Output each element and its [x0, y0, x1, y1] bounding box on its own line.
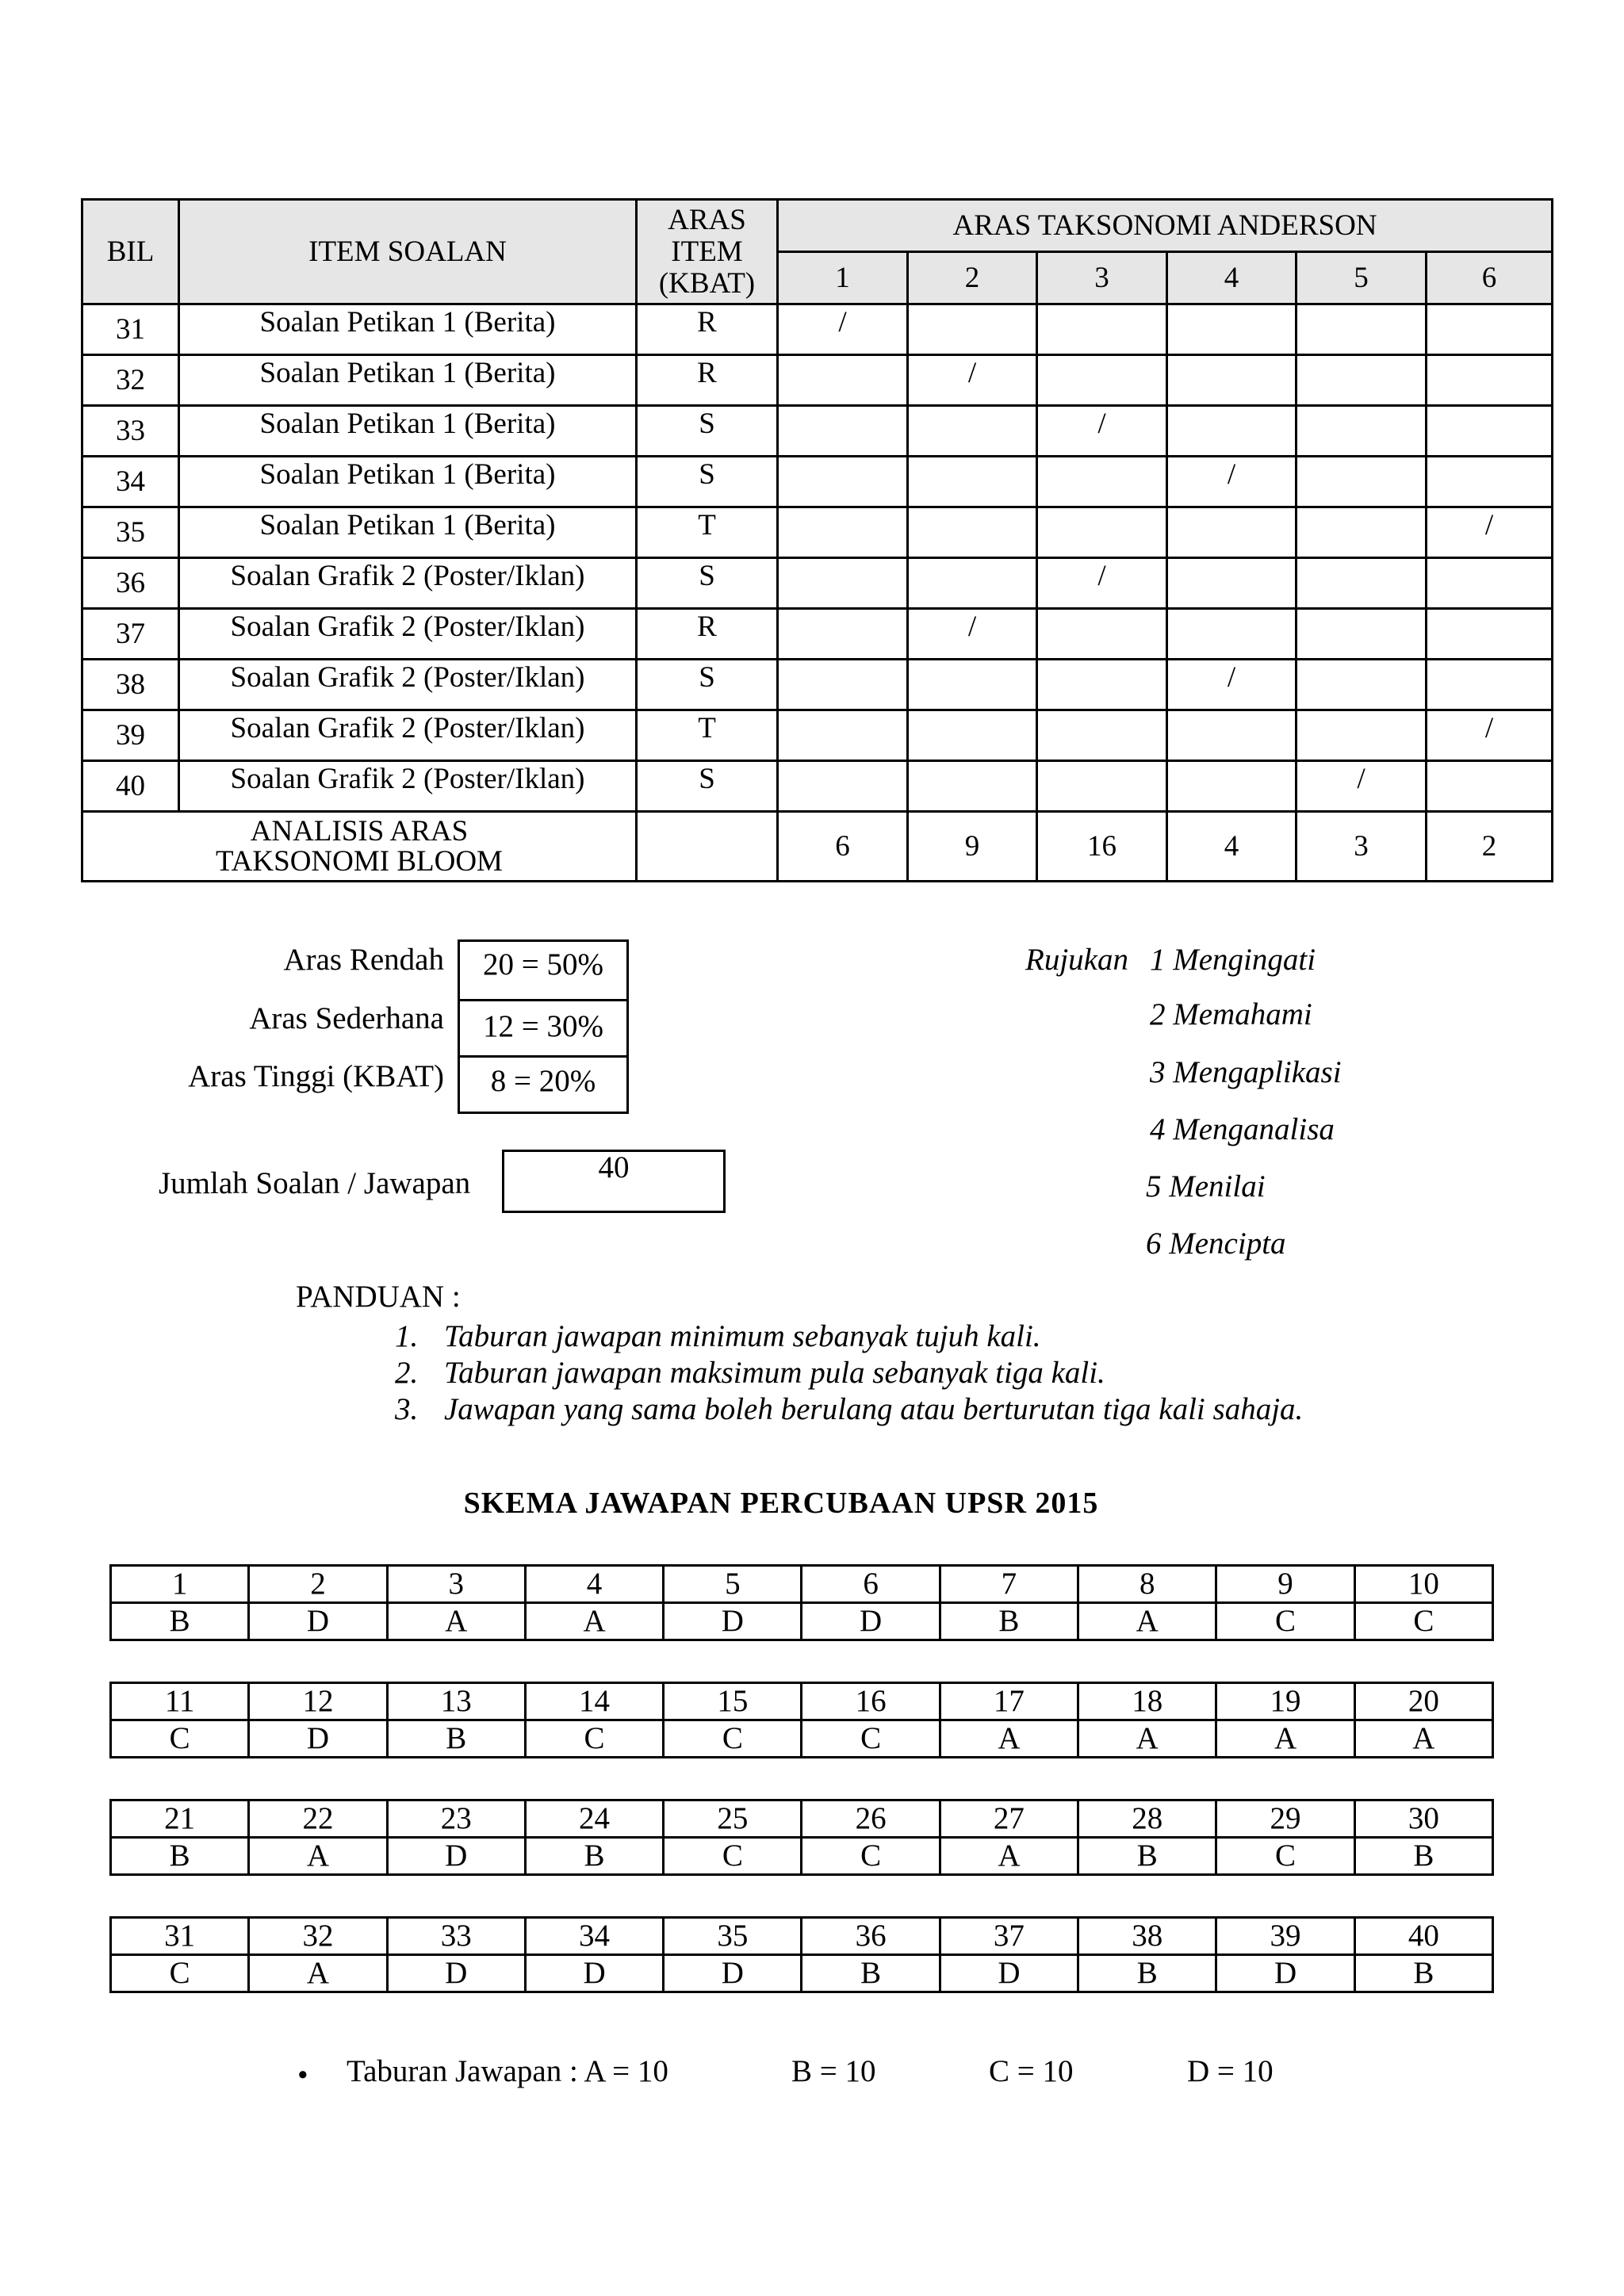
row-mark	[1297, 304, 1427, 355]
row-aras: S	[637, 406, 778, 457]
answer-letter: C	[664, 1720, 802, 1758]
answer-letter: A	[1354, 1720, 1492, 1758]
row-mark	[778, 507, 908, 558]
row-aras: R	[637, 609, 778, 660]
answer-letter: D	[664, 1955, 802, 1992]
row-mark	[1037, 660, 1167, 710]
row-aras: S	[637, 761, 778, 812]
row-mark: /	[1427, 507, 1553, 558]
answer-letter: B	[525, 1838, 663, 1875]
row-aras: S	[637, 660, 778, 710]
row-mark	[908, 761, 1037, 812]
jumlah-label: Jumlah Soalan / Jawapan	[159, 1166, 471, 1200]
answer-letter: B	[1078, 1955, 1216, 1992]
answer-number: 29	[1216, 1800, 1354, 1838]
rujukan-item: 1 Mengingati	[1150, 943, 1316, 977]
answer-letter: B	[1078, 1838, 1216, 1875]
aras-rendah-label: Aras Rendah	[283, 943, 444, 977]
table-row	[82, 457, 1553, 507]
row-mark: /	[1427, 710, 1553, 761]
row-mark	[778, 355, 908, 406]
aras-rendah-value: 20 = 50%	[460, 942, 626, 1001]
row-bil: 39	[82, 710, 179, 761]
answer-letter: B	[387, 1720, 525, 1758]
panduan-number: 3.	[395, 1392, 419, 1426]
summary-row	[82, 812, 1553, 882]
header-level: 2	[908, 252, 1037, 304]
answer-number: 14	[525, 1683, 663, 1720]
answer-number: 27	[940, 1800, 1078, 1838]
summary-total: 9	[908, 812, 1037, 882]
row-mark	[1427, 304, 1553, 355]
header-level: 4	[1167, 252, 1297, 304]
row-mark: /	[1167, 457, 1297, 507]
summary-total: 6	[778, 812, 908, 882]
answer-number: 3	[387, 1566, 525, 1603]
row-mark: /	[778, 304, 908, 355]
row-mark	[1297, 558, 1427, 609]
row-mark: /	[1297, 761, 1427, 812]
skema-title: SKEMA JAWAPAN PERCUBAAN UPSR 2015	[463, 1487, 1099, 1520]
row-item: Soalan Petikan 1 (Berita)	[179, 355, 637, 406]
bullet-icon: •	[297, 2058, 308, 2092]
table-row	[82, 507, 1553, 558]
answer-number: 28	[1078, 1800, 1216, 1838]
answer-letter: D	[664, 1603, 802, 1640]
answer-letter: A	[1078, 1603, 1216, 1640]
answer-number: 25	[664, 1800, 802, 1838]
row-mark	[778, 710, 908, 761]
row-mark	[1037, 355, 1167, 406]
answer-letter: D	[387, 1955, 525, 1992]
answer-number: 9	[1216, 1566, 1354, 1603]
row-mark	[1167, 406, 1297, 457]
panduan-number: 2.	[395, 1356, 419, 1390]
answer-letters-row	[111, 1955, 1493, 1992]
row-bil: 33	[82, 406, 179, 457]
taburan-c: C = 10	[989, 2054, 1074, 2088]
answer-numbers-row	[111, 1800, 1493, 1838]
answer-number: 16	[802, 1683, 940, 1720]
summary-label	[82, 812, 637, 882]
row-mark	[1427, 457, 1553, 507]
row-item: Soalan Grafik 2 (Poster/Iklan)	[179, 761, 637, 812]
aras-values-box	[458, 939, 629, 1114]
answer-letter: D	[249, 1603, 387, 1640]
row-mark: /	[1037, 558, 1167, 609]
answer-number: 12	[249, 1683, 387, 1720]
answer-number: 37	[940, 1918, 1078, 1955]
row-aras: S	[637, 558, 778, 609]
answer-letter: D	[525, 1955, 663, 1992]
answer-letter: B	[1354, 1955, 1492, 1992]
row-aras: T	[637, 710, 778, 761]
answer-number: 33	[387, 1918, 525, 1955]
jumlah-box: 40	[502, 1150, 726, 1213]
panduan-item: Jawapan yang sama boleh berulang atau berturutan tiga kali sahaja.	[444, 1392, 1304, 1426]
answer-letter: B	[1354, 1838, 1492, 1875]
answer-letters-row	[111, 1720, 1493, 1758]
answer-letter: C	[525, 1720, 663, 1758]
row-bil: 35	[82, 507, 179, 558]
answer-letter: C	[802, 1720, 940, 1758]
row-mark	[1167, 507, 1297, 558]
answer-letter: D	[387, 1838, 525, 1875]
table-row	[82, 558, 1553, 609]
row-aras: T	[637, 507, 778, 558]
row-mark	[908, 457, 1037, 507]
answer-letter: C	[802, 1838, 940, 1875]
header-aras-item-line-1: ARAS	[668, 203, 746, 236]
answer-letter: A	[525, 1603, 663, 1640]
summary-total: 2	[1427, 812, 1553, 882]
row-item: Soalan Petikan 1 (Berita)	[179, 304, 637, 355]
answer-number: 24	[525, 1800, 663, 1838]
answer-letter: A	[249, 1838, 387, 1875]
row-mark	[1427, 558, 1553, 609]
answer-numbers-row	[111, 1918, 1493, 1955]
taxonomy-table	[81, 198, 1553, 882]
header-aras-item-line-3: (KBAT)	[658, 266, 756, 300]
answer-number: 10	[1354, 1566, 1492, 1603]
answer-number: 17	[940, 1683, 1078, 1720]
answer-number: 19	[1216, 1683, 1354, 1720]
answer-letter: B	[802, 1955, 940, 1992]
summary-total: 16	[1037, 812, 1167, 882]
row-mark: /	[908, 355, 1037, 406]
table-row	[82, 355, 1553, 406]
row-bil: 40	[82, 761, 179, 812]
row-item: Soalan Grafik 2 (Poster/Iklan)	[179, 660, 637, 710]
row-mark	[1427, 660, 1553, 710]
row-mark: /	[1037, 406, 1167, 457]
row-mark	[1297, 457, 1427, 507]
answer-letter: B	[940, 1603, 1078, 1640]
answer-number: 21	[111, 1800, 249, 1838]
answer-letter: A	[1078, 1720, 1216, 1758]
answer-table	[109, 1799, 1494, 1876]
rujukan-item: 2 Memahami	[1150, 997, 1312, 1031]
panduan-item: Taburan jawapan maksimum pula sebanyak tiga kali.	[444, 1356, 1105, 1390]
summary-total: 4	[1167, 812, 1297, 882]
rujukan-label: Rujukan	[1025, 943, 1128, 977]
table-row	[82, 304, 1553, 355]
answer-number: 5	[664, 1566, 802, 1603]
row-mark	[908, 660, 1037, 710]
row-mark	[1167, 609, 1297, 660]
row-mark: /	[1167, 660, 1297, 710]
answer-letter: B	[111, 1838, 249, 1875]
answer-number: 1	[111, 1566, 249, 1603]
answer-letter: D	[249, 1720, 387, 1758]
row-mark	[1167, 761, 1297, 812]
answer-letter: D	[1216, 1955, 1354, 1992]
aras-sederhana-label: Aras Sederhana	[249, 1001, 444, 1035]
aras-sederhana-value: 12 = 30%	[460, 1001, 626, 1058]
row-item: Soalan Grafik 2 (Poster/Iklan)	[179, 558, 637, 609]
row-aras: R	[637, 355, 778, 406]
answer-letter: D	[940, 1955, 1078, 1992]
answer-letter: A	[940, 1720, 1078, 1758]
answer-number: 22	[249, 1800, 387, 1838]
answer-number: 18	[1078, 1683, 1216, 1720]
row-mark	[1297, 507, 1427, 558]
taburan-label: Taburan Jawapan : A = 10	[347, 2054, 668, 2088]
answer-letter: A	[940, 1838, 1078, 1875]
header-level: 3	[1037, 252, 1167, 304]
table-row	[82, 761, 1553, 812]
row-mark	[1037, 761, 1167, 812]
row-mark	[908, 406, 1037, 457]
row-mark	[1037, 507, 1167, 558]
row-mark	[1427, 355, 1553, 406]
row-mark	[1167, 304, 1297, 355]
row-mark	[908, 507, 1037, 558]
answer-letter: C	[111, 1955, 249, 1992]
row-mark	[1427, 761, 1553, 812]
row-mark	[1167, 710, 1297, 761]
row-aras: S	[637, 457, 778, 507]
header-aras-item	[637, 200, 778, 304]
answer-letter: D	[802, 1603, 940, 1640]
answer-number: 40	[1354, 1918, 1492, 1955]
row-bil: 32	[82, 355, 179, 406]
summary-label-line-2: TAKSONOMI BLOOM	[216, 844, 503, 878]
answer-number: 7	[940, 1566, 1078, 1603]
row-item: Soalan Petikan 1 (Berita)	[179, 406, 637, 457]
summary-total: 3	[1297, 812, 1427, 882]
table-row	[82, 660, 1553, 710]
row-bil: 37	[82, 609, 179, 660]
header-anderson: ARAS TAKSONOMI ANDERSON	[778, 200, 1553, 252]
row-mark	[778, 457, 908, 507]
answer-number: 32	[249, 1918, 387, 1955]
row-mark	[1297, 609, 1427, 660]
answer-letters-row	[111, 1838, 1493, 1875]
taburan-d: D = 10	[1187, 2054, 1274, 2088]
answer-letter: A	[249, 1955, 387, 1992]
answer-number: 30	[1354, 1800, 1492, 1838]
answer-number: 35	[664, 1918, 802, 1955]
answer-table	[109, 1564, 1494, 1641]
summary-label-line-1: ANALISIS ARAS	[250, 814, 469, 848]
row-aras: R	[637, 304, 778, 355]
answer-number: 13	[387, 1683, 525, 1720]
header-level: 6	[1427, 252, 1553, 304]
header-bil: BIL	[82, 200, 179, 304]
answer-letter: C	[111, 1720, 249, 1758]
answer-number: 34	[525, 1918, 663, 1955]
answer-letter: C	[664, 1838, 802, 1875]
panduan-title: PANDUAN :	[296, 1280, 461, 1314]
header-item-soalan: ITEM SOALAN	[179, 200, 637, 304]
header-level: 5	[1297, 252, 1427, 304]
row-mark	[1297, 406, 1427, 457]
row-item: Soalan Grafik 2 (Poster/Iklan)	[179, 710, 637, 761]
answer-table	[109, 1916, 1494, 1993]
row-mark	[1297, 710, 1427, 761]
answer-letter: C	[1354, 1603, 1492, 1640]
rujukan-item: 5 Menilai	[1146, 1169, 1266, 1203]
taburan-b: B = 10	[791, 2054, 876, 2088]
row-mark	[1167, 355, 1297, 406]
row-bil: 36	[82, 558, 179, 609]
answer-number: 6	[802, 1566, 940, 1603]
row-mark	[778, 761, 908, 812]
row-bil: 38	[82, 660, 179, 710]
row-item: Soalan Petikan 1 (Berita)	[179, 507, 637, 558]
answer-number: 8	[1078, 1566, 1216, 1603]
summary-empty	[637, 812, 778, 882]
aras-tinggi-label: Aras Tinggi (KBAT)	[188, 1059, 444, 1093]
row-item: Soalan Grafik 2 (Poster/Iklan)	[179, 609, 637, 660]
table-row	[82, 710, 1553, 761]
rujukan-item: 3 Mengaplikasi	[1150, 1055, 1342, 1089]
answer-number: 11	[111, 1683, 249, 1720]
answer-number: 26	[802, 1800, 940, 1838]
answer-letters-row	[111, 1603, 1493, 1640]
row-mark	[1037, 710, 1167, 761]
row-mark	[1037, 457, 1167, 507]
answer-number: 39	[1216, 1918, 1354, 1955]
row-mark	[778, 406, 908, 457]
answer-letter: A	[1216, 1720, 1354, 1758]
row-mark	[908, 304, 1037, 355]
answer-letter: C	[1216, 1838, 1354, 1875]
answer-numbers-row	[111, 1683, 1493, 1720]
answer-table	[109, 1682, 1494, 1758]
row-bil: 34	[82, 457, 179, 507]
answer-letter: B	[111, 1603, 249, 1640]
row-item: Soalan Petikan 1 (Berita)	[179, 457, 637, 507]
row-mark	[778, 609, 908, 660]
row-mark	[908, 558, 1037, 609]
row-mark	[908, 710, 1037, 761]
answer-number: 20	[1354, 1683, 1492, 1720]
rujukan-item: 4 Menganalisa	[1150, 1112, 1335, 1146]
row-bil: 31	[82, 304, 179, 355]
table-row	[82, 406, 1553, 457]
answer-number: 23	[387, 1800, 525, 1838]
header-level: 1	[778, 252, 908, 304]
answer-number: 2	[249, 1566, 387, 1603]
row-mark	[1297, 660, 1427, 710]
answer-number: 36	[802, 1918, 940, 1955]
panduan-item: Taburan jawapan minimum sebanyak tujuh kali.	[444, 1319, 1041, 1353]
row-mark	[1297, 355, 1427, 406]
answer-numbers-row	[111, 1566, 1493, 1603]
panduan-number: 1.	[395, 1319, 419, 1353]
row-mark	[1427, 609, 1553, 660]
row-mark: /	[908, 609, 1037, 660]
row-mark	[1037, 304, 1167, 355]
answer-number: 4	[525, 1566, 663, 1603]
rujukan-item: 6 Mencipta	[1146, 1226, 1286, 1261]
row-mark	[778, 660, 908, 710]
table-row	[82, 609, 1553, 660]
answer-letter: A	[387, 1603, 525, 1640]
aras-tinggi-value: 8 = 20%	[490, 1064, 596, 1098]
header-aras-item-line-2: ITEM	[671, 235, 743, 268]
answer-number: 38	[1078, 1918, 1216, 1955]
answer-number: 31	[111, 1918, 249, 1955]
row-mark	[1427, 406, 1553, 457]
row-mark	[778, 558, 908, 609]
answer-number: 15	[664, 1683, 802, 1720]
row-mark	[1167, 558, 1297, 609]
answer-letter: C	[1216, 1603, 1354, 1640]
row-mark	[1037, 609, 1167, 660]
